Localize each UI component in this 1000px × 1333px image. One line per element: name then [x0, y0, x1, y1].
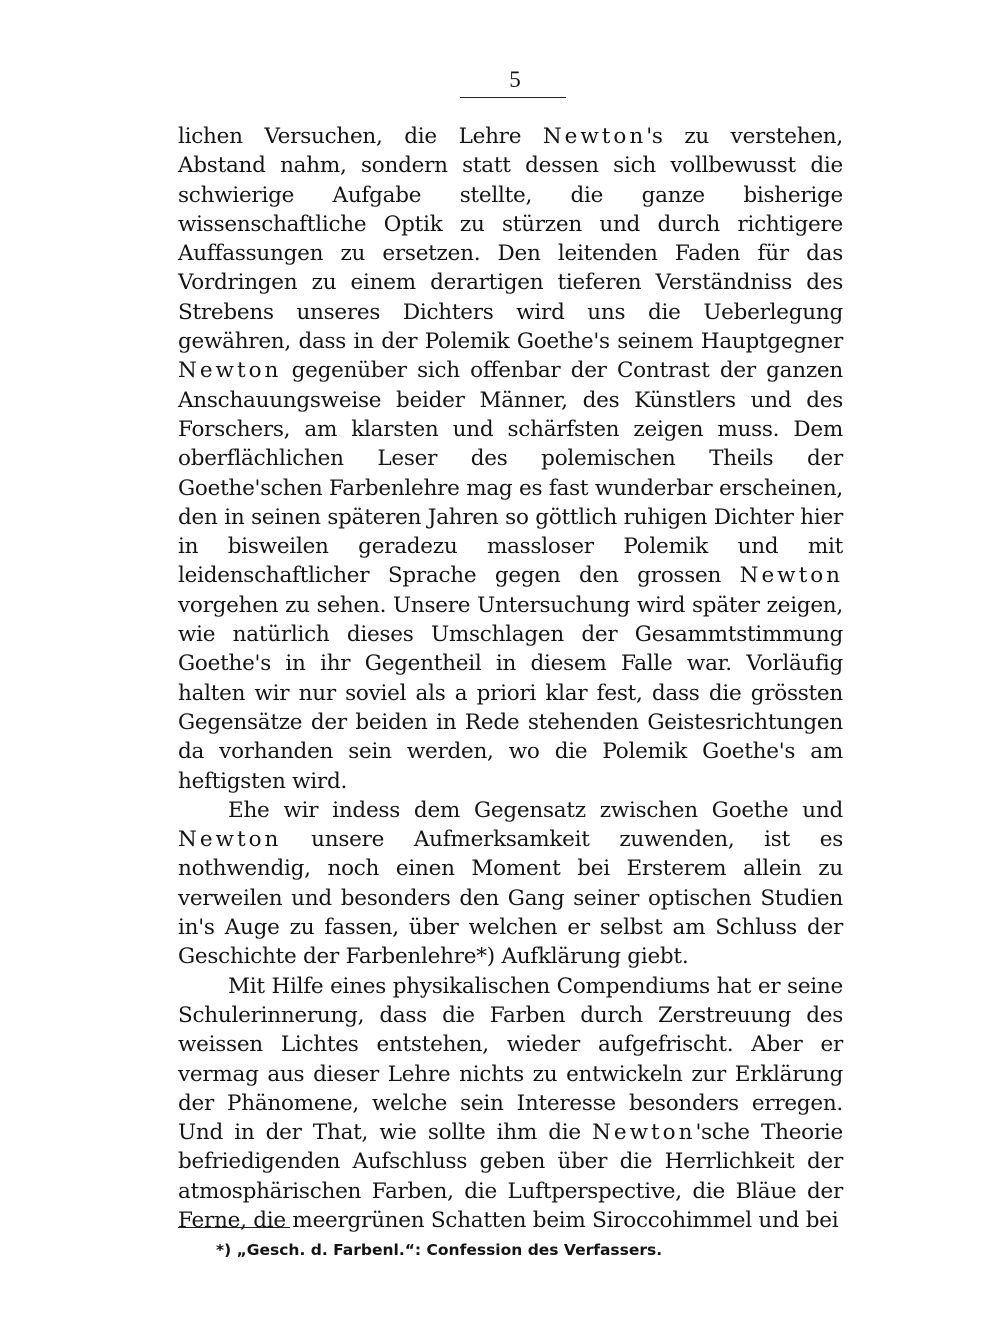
paragraph: [178, 122, 843, 796]
text-run: Mit Hilfe eines physikalischen Compendiums hat er seine Schulerinnerung, dass die Farben durch Zerstreuung des weissen Lichtes entstehen, wieder aufgefrischt. Aber er vermag aus dieser Lehre nichts zu entwickeln zur Erklärung der Phänomene, welche sein Interesse besonders erregen. Und in der That, wie sollte ihm die: [178, 973, 843, 1146]
spaced-name: Newton: [739, 563, 843, 589]
paragraph: [178, 796, 843, 972]
spaced-name: Newton: [542, 124, 647, 149]
text-run: unsere Aufmerksamkeit zuwenden, ist es nothwendig, noch einen Moment bei Ersterem allein zu verweilen und besonders den Gang seiner optischen Studien in's Auge zu fassen, über welchen er selbst am Schluss der Geschichte der Farbenlehre*) Aufklärung giebt.: [178, 827, 843, 970]
spaced-name: Newton: [178, 358, 282, 384]
header-rule: [460, 97, 566, 98]
text-run: lichen Versuchen, die Lehre: [178, 124, 543, 149]
footnote-rule: [178, 1227, 290, 1228]
text-run: vorgehen zu sehen. Unsere Untersuchung wird später zeigen, wie natürlich dieses Umschlagen der Gesammtstimmung Goethe's in ihr Gegentheil in diesem Falle war. Vorläufig halten wir nur soviel als a priori klar fest, dass die grössten Gegensätze der beiden in Rede stehenden Geistesrichtungen da vorhanden sein werden, wo die Polemik Goethe's am heftigsten wird.: [178, 592, 843, 794]
text-run: gegenüber sich offenbar der Contrast der ganzen Anschauungsweise beider Männer, des Künstlers und des Forschers, am klarsten und schärfsten zeigen muss. Dem oberflächlichen Leser des polemischen Theils der Goethe'schen Farbenlehre mag es fast wunderbar erscheinen, den in seinen späteren Jahren so göttlich ruhigen Dichter hier in bisweilen geradezu massloser Polemik und mit leidenschaftlicher Sprache gegen den grossen: [178, 358, 843, 589]
text-run: 'sche Theorie befriedigenden Aufschluss geben über die Herrlichkeit der atmosphärischen Farben, die Luftperspective, die Bläue der Ferne, die meergrünen Schatten beim Siroccohimmel und bei: [178, 1120, 843, 1233]
paragraph: [178, 972, 843, 1236]
page-number: 5: [509, 67, 521, 92]
spaced-name: Newton: [178, 827, 282, 853]
body-text: [178, 122, 843, 1235]
footnote: *) „Gesch. d. Farbenl.“: Confession des Verfassers.: [216, 1241, 663, 1259]
spaced-name: Newton: [592, 1120, 696, 1146]
text-run: Ehe wir indess dem Gegensatz zwischen Goethe und: [228, 797, 843, 823]
text-run: 's zu verstehen, Abstand nahm, sondern statt dessen sich vollbewusst die schwierige Aufgabe stellte, die ganze bisherige wissenschaftliche Optik zu stürzen und durch richtigere Auffassungen zu ersetzen. Den leitenden Faden für das Vordringen zu einem derartigen tieferen Verständniss des Strebens unseres Dichters wird uns die Ueberlegung gewähren, dass in der Polemik Goethe's seinem Hauptgegner: [178, 124, 843, 355]
